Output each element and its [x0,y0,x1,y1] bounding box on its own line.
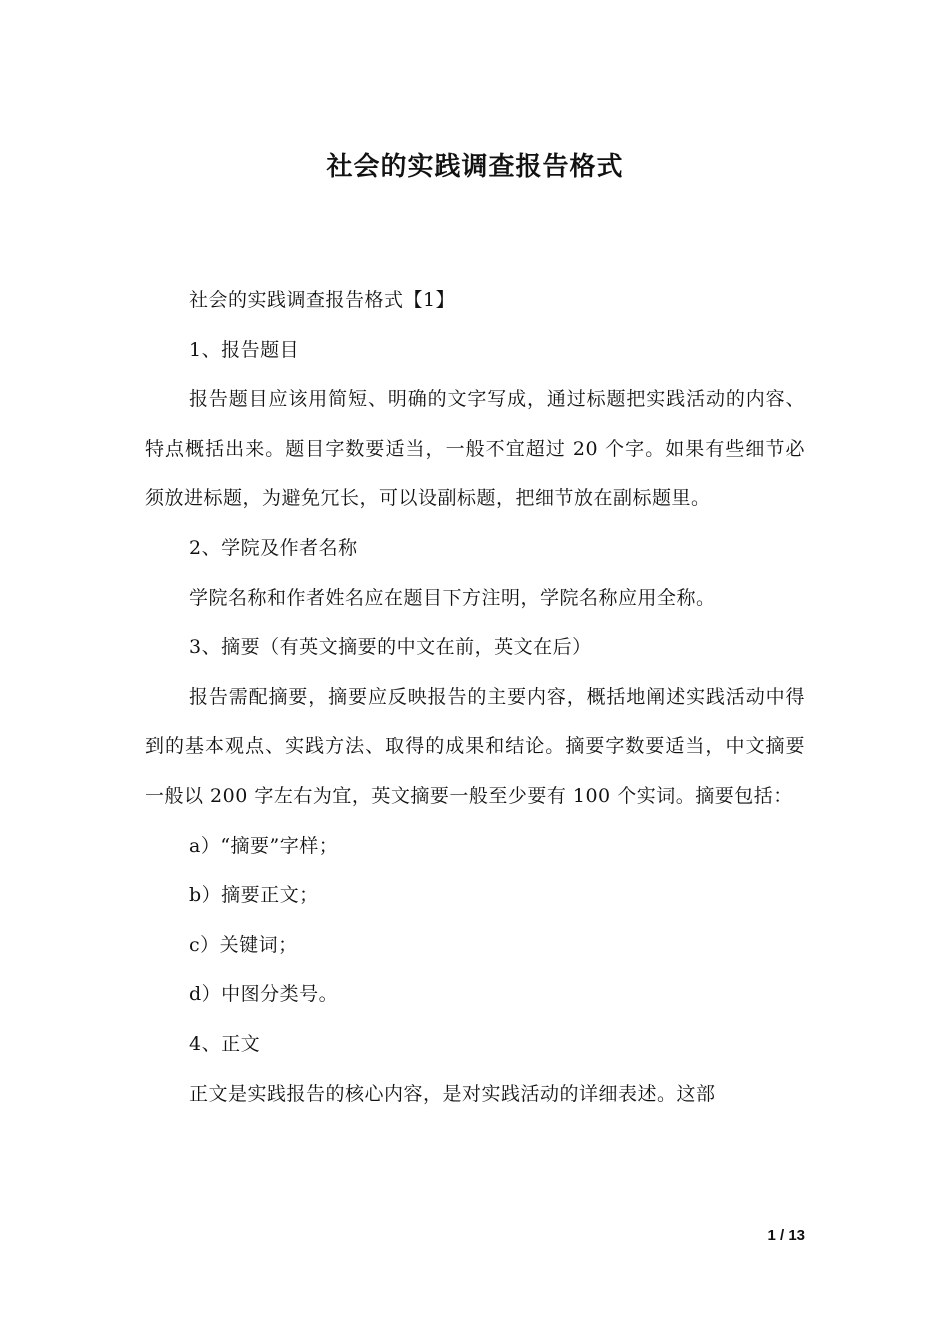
paragraph-report-title-desc: 报告题目应该用简短、明确的文字写成，通过标题把实践活动的内容、特点概括出来。题目字数要适当，一般不宜超过 20 个字。如果有些细节必须放进标题，为避免冗长，可以设副标题，把细节放在副标题里。 [145,388,805,510]
page-number-current: 1 [767,1227,776,1244]
paragraph-item-4-heading: 4、正文 [189,1032,261,1055]
page-number-footer [767,1224,805,1248]
paragraph-list-item-d: d）中图分类号。 [189,983,339,1006]
document-body [145,276,805,1119]
paragraph-item-3-heading: 3、摘要（有英文摘要的中文在前，英文在后） [189,636,592,659]
page-number-total: 13 [788,1227,805,1244]
paragraph-item-2-heading: 2、学院及作者名称 [189,536,358,559]
paragraph-list-item-c: c）关键词； [189,933,298,956]
page-number-separator: / [779,1227,785,1244]
paragraph-section-heading: 社会的实践调查报告格式【1】 [189,289,456,311]
paragraph-abstract-desc: 报告需配摘要，摘要应反映报告的主要内容，概括地阐述实践活动中得到的基本观点、实践方法、取得的成果和结论。摘要字数要适当，中文摘要一般以 200 字左右为宜，英文摘要一般至少要有 100 个实词。摘要包括： [145,685,805,807]
paragraph-main-text-desc: 正文是实践报告的核心内容，是对实践活动的详细表述。这部 [189,1082,716,1105]
paragraph-item-1-heading: 1、报告题目 [189,338,300,361]
paragraph-list-item-a: a）“摘要”字样； [189,834,339,857]
paragraph-college-author-desc: 学院名称和作者姓名应在题目下方注明，学院名称应用全称。 [189,586,716,609]
document-title: 社会的实践调查报告格式 [326,152,624,183]
paragraph-list-item-b: b）摘要正文； [189,884,319,907]
